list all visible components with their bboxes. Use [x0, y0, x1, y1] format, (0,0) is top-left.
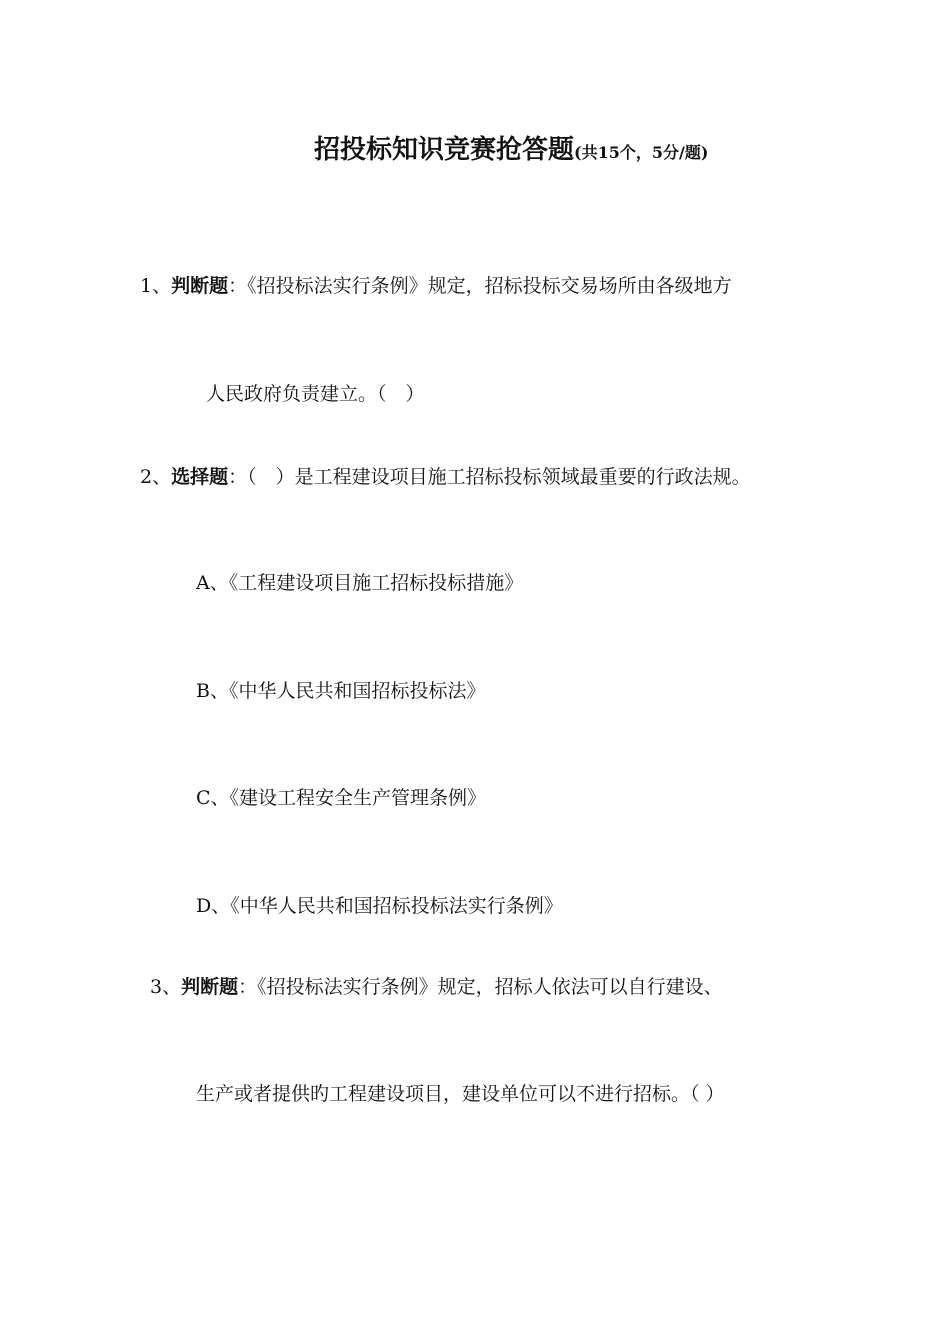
question-2-sep: ：	[228, 466, 248, 488]
question-1-text: 《招投标法实行条例》规定，招标投标交易场所由各级地方	[247, 275, 732, 297]
question-1-type: 判断题	[171, 275, 229, 297]
question-3-line-2: 生产或者提供旳工程建设项目，建设单位可以不进行招标。（ ）	[196, 1083, 725, 1105]
question-3-number: 3、	[150, 976, 182, 998]
question-3-sep: ：	[238, 976, 258, 998]
question-3-text: 《招投标法实行条例》规定，招标人依法可以自行建设、	[257, 976, 723, 998]
question-1-line-1	[140, 273, 732, 299]
question-1-sep: ：	[228, 275, 248, 297]
title-sub: (共15个，5分/题)	[574, 143, 709, 162]
question-2-option-a: A、《工程建设项目施工招标投标措施》	[196, 572, 524, 594]
question-2-number: 2、	[140, 466, 172, 488]
question-2-type: 选择题	[171, 466, 229, 488]
question-2-line-1	[140, 464, 751, 490]
question-2-option-d: D、《中华人民共和国招标投标法实行条例》	[196, 895, 563, 917]
title-main: 招投标知识竞赛抢答题	[314, 135, 575, 165]
question-2-option-b: B、《中华人民共和国招标投标法》	[196, 680, 486, 702]
question-3-line-1	[150, 974, 723, 1000]
question-1-number: 1、	[140, 275, 172, 297]
question-1-line-2: 人民政府负责建立。（ ）	[206, 383, 425, 405]
question-2-option-c: C、《建设工程安全生产管理条例》	[196, 787, 487, 809]
document-title	[314, 133, 708, 170]
question-3-type: 判断题	[181, 976, 239, 998]
question-2-text: （ ）是工程建设项目施工招标投标领域最重要的行政法规。	[247, 466, 751, 488]
